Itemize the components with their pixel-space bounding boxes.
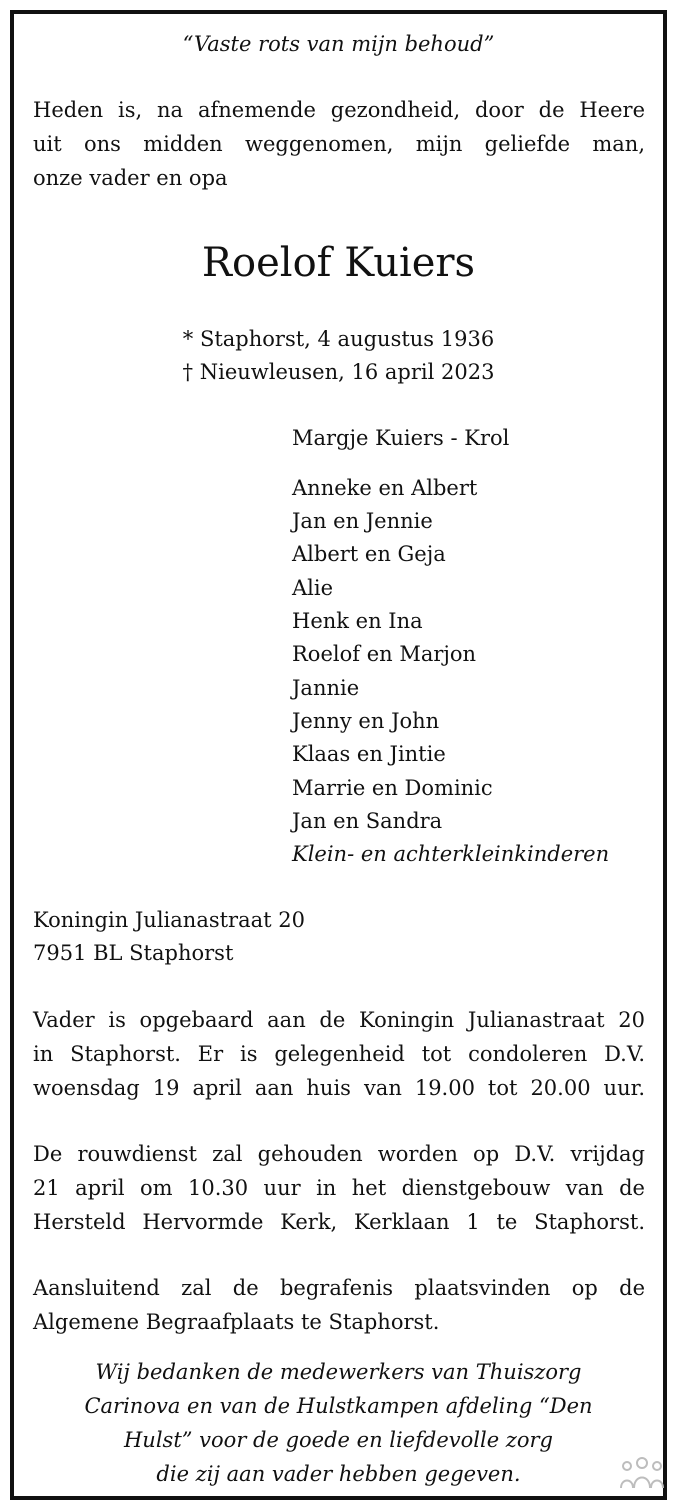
motto: “Vaste rots van mijn behoud” <box>182 32 495 56</box>
thanks-line: Hulst” voor de goede en liefdevolle zorg <box>123 1428 553 1452</box>
family-member: Jannie <box>292 676 360 700</box>
deceased-name: Roelof Kuiers <box>201 240 476 286</box>
thanks-line: die zij aan vader hebben gegeven. <box>156 1462 521 1486</box>
death-line: † Nieuwleusen, 16 april 2023 <box>182 360 495 384</box>
family-member: Jan en Sandra <box>292 809 443 833</box>
family-member: Roelof en Marjon <box>292 642 477 666</box>
address-street: Koningin Julianastraat 20 <box>33 908 305 932</box>
burial-line: Aansluitend zal de begrafenis plaatsvinden op de <box>33 1276 645 1300</box>
family-member: Alie <box>292 576 334 600</box>
address-city: 7951 BL Staphorst <box>33 941 234 965</box>
viewing-line: Vader is opgebaard aan de Koningin Julianastraat 20 <box>33 1008 645 1032</box>
family-member: Albert en Geja <box>292 542 446 566</box>
viewing-line: in Staphorst. Er is gelegenheid tot condoleren D.V. <box>33 1042 645 1066</box>
service-line: De rouwdienst zal gehouden worden op D.V. vrijdag <box>33 1142 645 1166</box>
intro-line: uit ons midden weggenomen, mijn geliefde man, <box>33 132 645 156</box>
family-member: Jenny en John <box>292 709 440 733</box>
family-member: Anneke en Albert <box>292 476 478 500</box>
people-group-icon <box>619 1456 665 1492</box>
family-member: Marrie en Dominic <box>292 776 493 800</box>
family-member: Henk en Ina <box>292 609 423 633</box>
burial-line: Algemene Begraafplaats te Staphorst. <box>33 1310 440 1334</box>
grandchildren-line: Klein- en achterkleinkinderen <box>292 842 610 866</box>
service-line: 21 april om 10.30 uur in het dienstgebouw van de <box>33 1176 645 1200</box>
birth-line: * Staphorst, 4 augustus 1936 <box>182 327 495 351</box>
service-line: Hersteld Hervormde Kerk, Kerklaan 1 te Staphorst. <box>33 1210 645 1234</box>
viewing-line: woensdag 19 april aan huis van 19.00 tot 20.00 uur. <box>33 1076 645 1100</box>
spouse-name: Margje Kuiers - Krol <box>292 426 510 450</box>
thanks-line: Wij bedanken de medewerkers van Thuiszorg <box>95 1360 582 1384</box>
family-member: Klaas en Jintie <box>292 742 446 766</box>
intro-line: Heden is, na afnemende gezondheid, door de Heere <box>33 98 645 122</box>
family-member: Jan en Jennie <box>292 509 433 533</box>
thanks-line: Carinova en van de Hulstkampen afdeling “Den <box>84 1394 593 1418</box>
intro-line: onze vader en opa <box>33 166 228 190</box>
obituary-card <box>10 10 667 1500</box>
